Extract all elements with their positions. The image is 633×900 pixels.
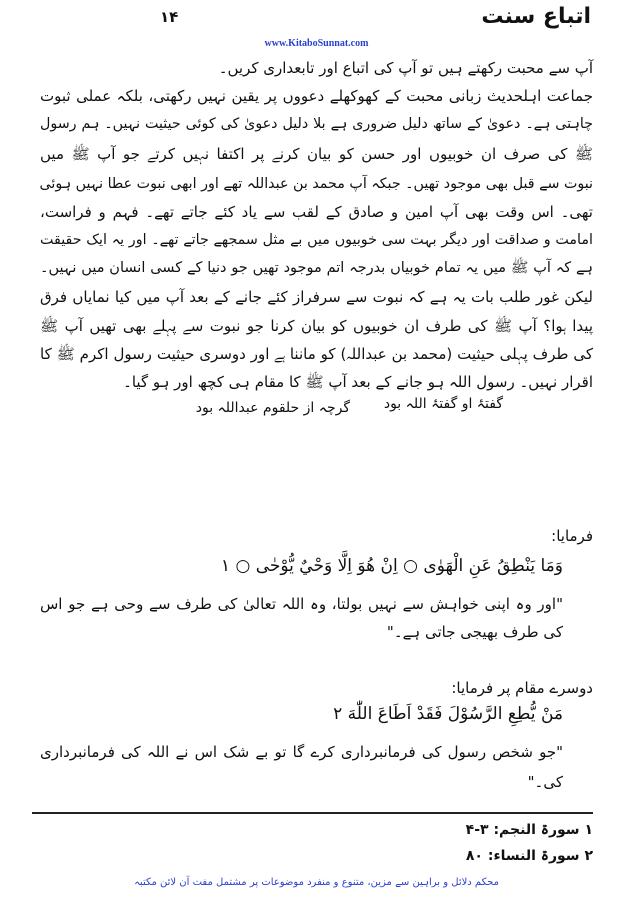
body-line: نبوت سے قبل بھی موجود تھیں۔ جبکہ آپ محمد بن عبداللہ تھے اور ابھی نبوت عطا نہیں ہوئی — [39, 176, 593, 192]
footnote: ۲ سورۃ النساء: ۸۰ — [465, 848, 593, 864]
translation-line: "اور وہ اپنی خواہش سے نہیں بولتا، وہ اللہ تعالیٰ کی طرف سے وحی ہے جو اس — [40, 595, 563, 613]
quran-verse: مَنْ يُّطِعِ الرَّسُوْلَ فَقَدْ اَطَاعَ اللّٰهَ ۲ — [333, 704, 563, 724]
body-line: تھی۔ اس وقت بھی آپ امین و صادق کے لقب سے یاد کئے جاتے تھے۔ فہم و فراست، — [40, 203, 593, 221]
body-line: لیکن غور طلب بات یہ ہے کہ نبوت سے سرفراز کئے جانے کے بعد آپ میں کیا نمایاں فرق — [40, 288, 593, 306]
site-footer-tagline: محکم دلائل و براہین سے مزین، متنوع و منفرد موضوعات پر مشتمل مفت آن لائن مکتبہ — [134, 877, 499, 888]
body-line: امامت و صداقت اور دیگر بہت سی خوبیوں میں بے مثل سمجھے جاتے تھے۔ اور یہ ایک حقیقت — [40, 232, 593, 248]
body-line: اقرار نہیں۔ رسول اللہ ہو جانے کے بعد آپ ﷺ کا مقام ہی کچھ اور ہو گیا۔ — [123, 373, 593, 391]
body-line: آپ سے محبت رکھتے ہیں تو آپ کی اتباع اور تابعداری کریں۔ — [218, 59, 593, 77]
couplet-right: گفتۂ او گفتۂ اللہ بود — [383, 396, 503, 412]
translation-line: کی۔" — [527, 773, 563, 791]
section-intro: دوسرے مقام پر فرمایا: — [451, 679, 593, 697]
page-number: ۱۴ — [160, 8, 179, 26]
body-line: ہے کہ آپ ﷺ میں یہ تمام خوبیاں بدرجہ اتم موجود تھیں جو دنیا کے کسی انسان میں نہیں۔ — [40, 260, 593, 276]
footnote: ۱ سورۃ النجم: ۳-۴ — [465, 822, 593, 838]
couplet-left: گرچہ از حلقوم عبداللہ بود — [195, 400, 350, 416]
body-line: کی طرف پہلی حیثیت (محمد بن عبداللہ) کو ماننا ہے اور دوسری حیثیت رسول اکرم ﷺ کا — [40, 345, 593, 363]
body-line: چاہتی ہے۔ دعویٰ کے ساتھ دلیل ضروری ہے بلا دلیل دعویٰ کی کوئی حیثیت نہیں۔ ہم رسول — [40, 116, 593, 132]
translation-line: "جو شخص رسول کی فرمانبرداری کرے گا تو بے شک اس نے اللہ کی فرمانبرداری — [40, 743, 563, 761]
site-url-link[interactable]: www.KitaboSunnat.com — [264, 38, 369, 49]
translation-line: کی طرف بھیجی جاتی ہے۔" — [386, 623, 563, 641]
body-line: ﷺ کی صرف ان خوبیوں اور حسن کو بیان کرنے پر اکتفا نہیں کرتے جو آپ ﷺ میں — [40, 145, 593, 163]
footnote-divider — [32, 812, 593, 814]
section-intro: فرمایا: — [551, 527, 593, 545]
page-title: اتباع سنت — [481, 4, 591, 29]
body-line: پیدا ہوا؟ آپ ﷺ کی طرف ان خوبیوں کو بیان کرنا جو نبوت سے پہلے بھی تھیں آپ ﷺ — [40, 317, 593, 335]
body-line: جماعت اہلحدیث زبانی محبت کے کھوکھلے دعووں پر یقین نہیں رکھتی، بلکہ عملی ثبوت — [40, 87, 593, 105]
quran-verse: وَمَا يَنْطِقُ عَنِ الْهَوٰى ○ اِنْ هُوَ اِلَّا وَحْيٌ يُّوْحٰى ○ ۱ — [220, 556, 563, 576]
